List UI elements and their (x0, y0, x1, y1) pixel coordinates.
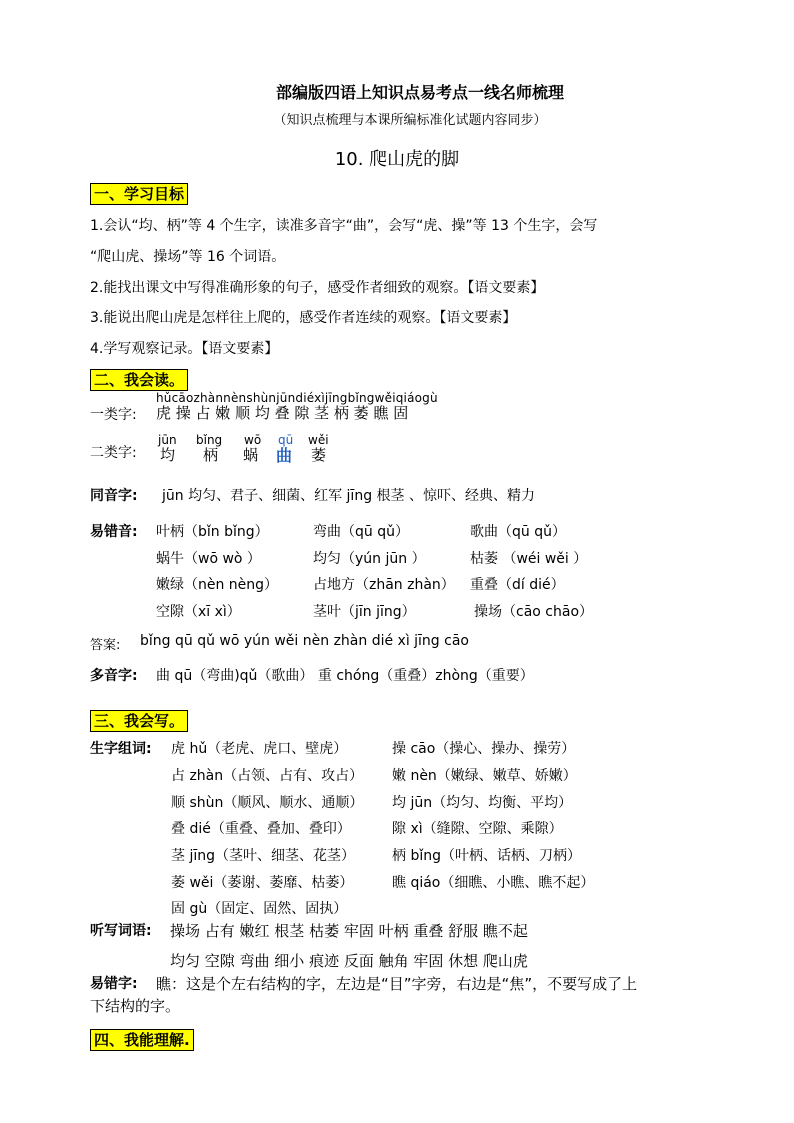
goal-line-1-cont: “爬山虎、操场”等 16 个词语。 (90, 249, 286, 265)
errprone-item: 均匀（yún jūn ） (313, 551, 426, 567)
errprone-item: 重叠（dí dié） (470, 577, 565, 593)
section-header-understand: 四、我能理解. (90, 1029, 194, 1051)
word-entry: 顺 shùn（顺风、顺水、通顺） (171, 795, 364, 811)
errprone-item: 枯萎 （wéi wěi ） (470, 551, 588, 567)
errprone-item: 嫩绿（nèn nèng） (156, 577, 279, 593)
word-entry: 叠 dié（重叠、叠加、叠印） (171, 821, 351, 837)
class2-label: 二类字: (90, 445, 137, 461)
class2-pinyin-1: jūn (158, 433, 177, 447)
word-entry: 嫩 nèn（嫩绿、嫩草、娇嫩） (392, 768, 577, 784)
goal-line-1: 1.会认“均、柄”等 4 个生字，读准多音字“曲”，会写“虎、操”等 13 个生字，会写 (90, 218, 598, 234)
class2-pinyin-4: qū (278, 433, 294, 447)
section-header-write: 三、我会写。 (90, 710, 188, 732)
class1-pinyin: hǔcāozhànnènshùnjūndiéxìjīngbǐngwěiqiáogù (156, 391, 438, 405)
class2-pinyin-3: wō (244, 433, 262, 447)
goal-line-2: 2.能找出课文中写得准确形象的句子，感受作者细致的观察。【语文要素】 (90, 280, 545, 296)
errprone-item: 茎叶（jīn jīng） (313, 604, 416, 620)
class2-char-2: 柄 (203, 446, 219, 464)
document-title: 部编版四语上知识点易考点一线名师梳理 (275, 83, 564, 102)
document-subtitle: （知识点梳理与本课所编标准化试题内容同步） (273, 113, 547, 128)
goal-line-4: 4.学写观察记录。【语文要素】 (90, 341, 279, 357)
word-entry: 瞧 qiáo（细瞧、小瞧、瞧不起） (392, 875, 595, 891)
word-entry: 均 jūn（均匀、均衡、平均） (392, 795, 573, 811)
class2-char-4: 曲 (276, 446, 293, 465)
errchar-text-1: 瞧：这是个左右结构的字，左边是“目”字旁，右边是“焦”，不要写成了上 (156, 975, 638, 993)
class1-chars: 虎 操 占 嫩 顺 均 叠 隙 茎 柄 萎 瞧 固 (156, 404, 409, 422)
class2-char-3: 蜗 (243, 446, 259, 464)
lesson-title: 10. 爬山虎的脚 (334, 149, 460, 170)
answer-label: 答案: (90, 638, 121, 653)
goal-line-3: 3.能说出爬山虎是怎样往上爬的，感受作者连续的观察。【语文要素】 (90, 310, 517, 326)
words-label: 生字组词: (90, 741, 152, 757)
homophone-text: jūn 均匀、君子、细菌、红军 jīng 根茎 、惊吓、经典、精力 (162, 488, 535, 504)
errprone-item: 蜗牛（wō wò ） (156, 551, 261, 567)
class2-char-1: 均 (160, 446, 176, 464)
word-entry: 萎 wěi（萎谢、萎靡、枯萎） (171, 875, 354, 891)
homophone-label: 同音字: (90, 488, 138, 504)
errprone-item: 歌曲（qū qǔ） (470, 524, 566, 540)
errprone-item: 空隙（xī xì） (156, 604, 241, 620)
errprone-item: 弯曲（qū qǔ） (313, 524, 409, 540)
errprone-label: 易错音: (90, 524, 138, 540)
dictation-line-1: 操场 占有 嫩红 根茎 枯萎 牢固 叶柄 重叠 舒服 瞧不起 (170, 922, 528, 940)
answer-text: bǐng qū qǔ wō yún wěi nèn zhàn dié xì jīng cāo (140, 633, 469, 649)
word-entry: 茎 jīng（茎叶、细茎、花茎） (171, 848, 355, 864)
class2-pinyin-5: wěi (308, 433, 329, 447)
word-entry: 柄 bǐng（叶柄、话柄、刀柄） (392, 848, 581, 864)
word-entry: 占 zhàn（占领、占有、攻占） (171, 768, 364, 784)
word-entry: 虎 hǔ（老虎、虎口、壁虎） (171, 741, 348, 757)
word-entry: 操 cāo（操心、操办、操劳） (392, 741, 576, 757)
errprone-item: 叶柄（bǐn bǐng） (156, 524, 269, 540)
class1-label: 一类字: (90, 407, 137, 423)
polyphone-text: 曲 qū（弯曲)qǔ（歌曲） 重 chóng（重叠）zhòng（重要） (156, 668, 534, 684)
section-header-read: 二、我会读。 (90, 369, 188, 391)
errchar-text-2: 下结构的字。 (90, 997, 181, 1015)
dictation-line-2: 均匀 空隙 弯曲 细小 痕迹 反面 触角 牢固 休想 爬山虎 (170, 952, 528, 970)
errprone-item: 占地方（zhān zhàn） (313, 577, 455, 593)
class2-char-5: 萎 (311, 446, 327, 464)
errprone-item: 操场（cāo chāo） (474, 604, 594, 620)
polyphone-label: 多音字: (90, 668, 138, 684)
class2-pinyin-2: bǐng (196, 433, 223, 447)
word-entry: 固 gù（固定、固然、固执） (171, 901, 348, 917)
section-header-goals: 一、学习目标 (90, 183, 188, 205)
word-entry: 隙 xì（缝隙、空隙、乘隙） (392, 821, 563, 837)
dictation-label: 听写词语: (90, 923, 152, 939)
errchar-label: 易错字: (90, 976, 138, 992)
